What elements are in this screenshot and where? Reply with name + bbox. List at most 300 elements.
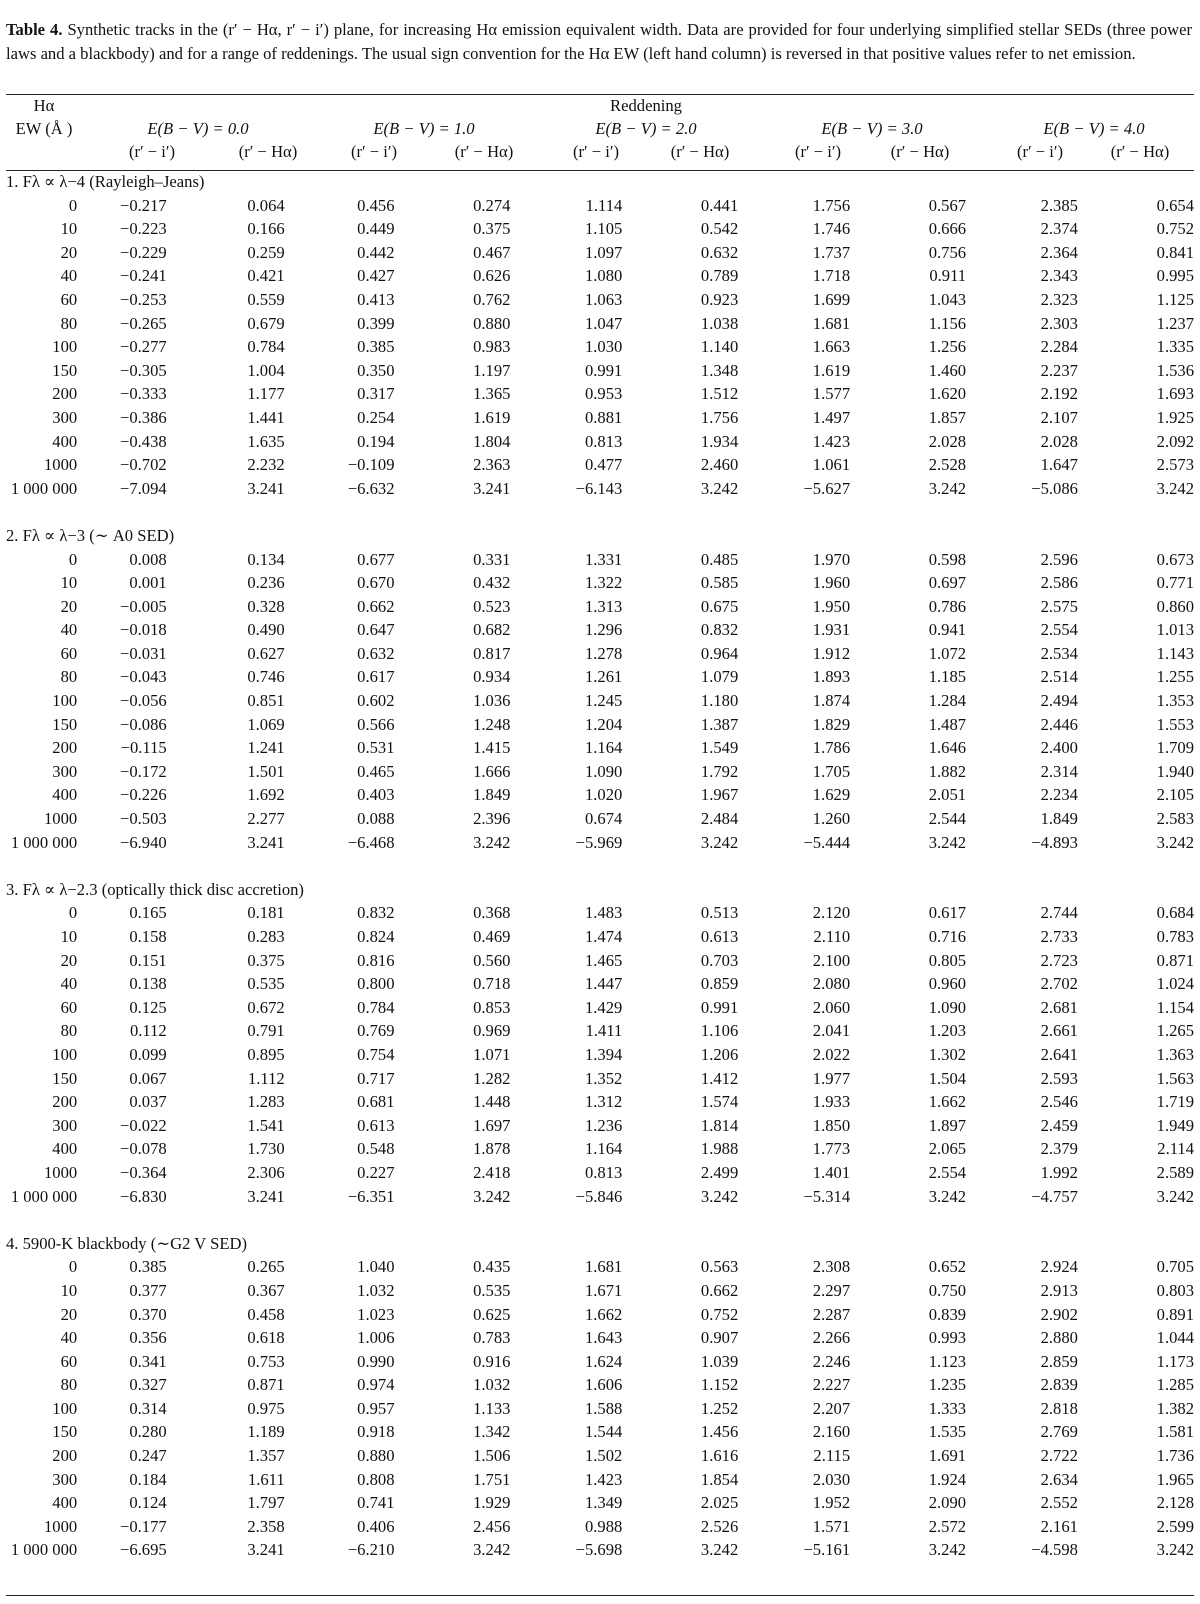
value-cell: 1.030 [584,337,623,357]
value-cell: 0.535 [473,1280,511,1300]
value-cell: 0.385 [357,337,395,357]
value-cell: 0.385 [129,1257,167,1277]
value-cell: 2.343 [1040,266,1078,286]
value-cell: 0.265 [247,1257,285,1277]
value-cell: 1.164 [584,738,623,758]
table-row [6,1303,1194,1327]
ew-cell: 0 [68,549,78,569]
value-cell: 0.786 [928,596,967,616]
value-cell: 2.297 [812,1280,851,1300]
col-header-rha: (r′ − Hα) [890,142,950,161]
value-cell: 0.969 [473,1021,511,1041]
ew-cell: 40 [60,974,78,994]
value-cell: 1.189 [247,1422,285,1442]
value-cell: 1.080 [584,266,623,286]
reddening-header: Reddening [610,96,682,115]
value-cell: 1.746 [812,219,851,239]
value-cell: −0.031 [119,643,167,663]
value-cell: 0.753 [247,1351,285,1371]
value-cell: 0.677 [357,549,395,569]
value-cell: 1.023 [357,1304,395,1324]
value-cell: 1.456 [700,1422,739,1442]
value-cell: 0.880 [357,1446,395,1466]
value-cell: 0.566 [357,714,395,734]
value-cell: 0.166 [247,219,285,239]
table-row [6,1326,1194,1350]
value-cell: 1.929 [473,1493,511,1513]
value-cell: −0.223 [119,219,167,239]
table-row [6,335,1194,359]
table-row [6,665,1194,689]
section-title: 4. 5900-K blackbody (∼G2 V SED) [6,1233,247,1253]
table-row [6,689,1194,713]
reddening-group-3: E(B − V) = 3.0 [821,119,923,138]
value-cell: 1.620 [928,384,967,404]
value-cell: 2.110 [813,927,851,946]
value-cell: 1.038 [700,313,739,333]
table-row [6,241,1194,265]
value-cell: 1.619 [473,407,511,427]
value-cell: 1.504 [928,1068,967,1088]
ew-cell: 80 [60,667,78,687]
value-cell: 0.991 [584,360,623,380]
value-cell: 0.800 [357,974,395,994]
value-cell: 1.265 [1156,1021,1194,1041]
value-cell: −0.177 [119,1516,167,1536]
value-cell: 3.242 [1156,1540,1194,1560]
value-cell: 0.832 [357,903,395,923]
section-spacer [6,500,1194,524]
value-cell: 1.152 [700,1375,739,1395]
col-header-ri: (r′ − i′) [350,142,398,161]
value-cell: 0.860 [1156,596,1194,616]
table-row [6,288,1194,312]
value-cell: 2.446 [1040,714,1078,734]
ew-cell: 20 [60,242,78,262]
value-cell: −0.364 [119,1162,167,1182]
table-row [6,1161,1194,1185]
value-cell: 3.242 [473,832,511,852]
value-cell: 0.254 [357,407,395,427]
value-cell: 0.817 [473,643,511,663]
value-cell: 0.341 [129,1351,167,1371]
value-cell: 1.897 [928,1115,967,1135]
table-row [6,382,1194,406]
table-header [6,94,1194,170]
value-cell: 1.125 [1156,289,1194,309]
value-cell: 0.442 [357,242,395,262]
value-cell: 1.465 [584,950,623,970]
value-cell: 1.893 [812,667,851,687]
table-row [6,1373,1194,1397]
value-cell: 1.541 [247,1115,285,1135]
table-row [6,1491,1194,1515]
value-cell: 1.691 [928,1446,967,1466]
value-cell: 0.789 [700,266,739,286]
value-cell: 2.080 [812,974,851,994]
value-cell: 0.632 [700,242,739,262]
value-cell: 1.512 [700,384,739,404]
value-cell: 2.022 [812,1044,851,1064]
value-cell: −4.757 [1031,1186,1078,1206]
table-row [6,548,1194,572]
ew-cell: 400 [52,1139,78,1159]
reddening-group-2: E(B − V) = 2.0 [595,119,697,138]
ew-cell: 20 [60,950,78,970]
value-cell: 2.051 [928,785,967,805]
value-cell: 0.881 [584,407,623,427]
value-cell: 1.699 [812,289,851,309]
value-cell: 0.803 [1156,1280,1194,1300]
value-cell: 0.783 [473,1328,511,1348]
value-cell: 1.206 [700,1044,739,1064]
value-cell: 1.245 [584,691,623,711]
ew-cell: 60 [60,289,78,309]
value-cell: 0.542 [700,219,739,239]
value-cell: 1.043 [928,289,967,309]
value-cell: 0.853 [473,997,511,1017]
value-cell: 0.754 [357,1044,395,1064]
value-cell: 1.197 [473,360,511,380]
value-cell: −7.094 [119,478,167,498]
value-cell: 0.467 [473,242,511,262]
value-cell: 1.348 [700,360,739,380]
table-row [6,1350,1194,1374]
value-cell: 1.719 [1156,1092,1194,1112]
value-cell: 1.544 [584,1422,623,1442]
section-title-row [6,170,1194,194]
table-row [6,1420,1194,1444]
value-cell: −0.438 [119,431,167,451]
value-cell: 0.064 [247,195,285,215]
value-cell: 0.477 [584,455,623,475]
value-cell: 1.646 [928,738,967,758]
value-cell: 1.061 [812,455,851,475]
value-cell: 1.040 [357,1257,395,1277]
value-cell: 2.092 [1156,431,1194,451]
value-cell: 1.357 [247,1446,285,1466]
value-cell: 1.411 [585,1021,623,1041]
value-cell: 0.283 [247,927,285,946]
value-cell: 2.266 [812,1328,851,1348]
value-cell: 1.574 [700,1092,739,1112]
ew-cell: 10 [60,573,78,593]
value-cell: 2.105 [1156,785,1194,805]
value-cell: 0.328 [247,596,285,616]
value-cell: 1.283 [247,1092,285,1112]
ew-cell: 200 [52,384,78,404]
value-cell: 0.125 [129,997,167,1017]
value-cell: 1.143 [1156,643,1194,663]
value-cell: 2.041 [812,1021,851,1041]
value-cell: 2.237 [1040,360,1078,380]
value-cell: 1.792 [700,761,739,781]
value-cell: 1.429 [584,997,623,1017]
value-cell: 0.368 [473,903,511,923]
table-row [6,1538,1194,1562]
value-cell: −0.022 [119,1115,167,1135]
value-cell: 0.037 [129,1092,167,1112]
value-cell: 2.554 [1040,620,1078,640]
value-cell: 0.548 [357,1139,395,1159]
value-cell: 3.242 [700,832,739,852]
value-cell: 0.750 [928,1280,967,1300]
value-cell: 1.312 [584,1092,623,1112]
value-cell: 0.916 [473,1351,511,1371]
value-cell: 0.674 [584,809,623,829]
value-cell: 2.358 [247,1516,285,1536]
value-cell: 2.100 [812,950,851,970]
value-cell: 1.156 [928,313,967,333]
col-header-rha: (r′ − Hα) [454,142,514,161]
value-cell: 0.813 [584,431,623,451]
value-cell: 0.327 [129,1375,167,1395]
value-cell: 0.816 [357,950,395,970]
value-cell: 2.287 [812,1304,851,1324]
value-cell: 0.513 [700,903,739,923]
value-cell: 2.192 [1040,384,1078,404]
table-row [6,1515,1194,1539]
value-cell: 1.535 [928,1422,967,1442]
value-cell: 0.824 [357,927,395,946]
value-cell: 0.871 [1156,950,1194,970]
ew-cell: 80 [60,1021,78,1041]
value-cell: −4.598 [1031,1540,1078,1560]
value-cell: 1.387 [700,714,739,734]
value-cell: 1.616 [700,1446,739,1466]
ew-cell: 1 000 000 [10,1186,78,1206]
value-cell: 0.752 [1156,219,1194,239]
value-cell: 0.923 [700,289,739,309]
value-cell: 1.756 [812,195,851,215]
value-cell: 1.960 [812,573,851,593]
value-cell: 1.401 [812,1162,851,1182]
value-cell: 3.242 [700,1540,739,1560]
value-cell: 1.751 [473,1469,511,1489]
value-cell: 2.028 [928,431,967,451]
value-cell: −0.217 [119,195,167,215]
value-cell: −6.632 [347,478,395,498]
value-cell: 2.460 [700,455,739,475]
value-cell: −5.161 [803,1540,851,1560]
value-cell: −0.115 [120,738,167,758]
value-cell: 1.236 [584,1115,623,1135]
value-cell: 2.128 [1156,1493,1194,1513]
value-cell: 1.773 [812,1139,851,1159]
value-cell: 2.314 [1040,761,1078,781]
value-cell: 1.331 [584,549,623,569]
value-cell: 0.752 [700,1304,739,1324]
value-cell: 1.577 [812,384,851,404]
value-cell: 1.829 [812,714,851,734]
value-cell: 1.278 [584,643,623,663]
value-cell: −6.830 [119,1186,167,1206]
ew-cell: 20 [60,596,78,616]
value-cell: 0.632 [357,643,395,663]
value-cell: 0.485 [700,549,739,569]
section-title-row [6,878,1194,902]
value-cell: 1.112 [247,1068,285,1088]
value-cell: 2.494 [1040,691,1078,711]
value-cell: 1.203 [928,1021,967,1041]
table-row [6,1019,1194,1043]
value-cell: 0.703 [700,950,739,970]
table-row [6,477,1194,501]
value-cell: 1.105 [584,219,623,239]
value-cell: 0.427 [357,266,395,286]
value-cell: 1.949 [1156,1115,1194,1135]
value-cell: 0.280 [129,1422,167,1442]
value-cell: 1.447 [584,974,623,994]
value-cell: 1.563 [1156,1068,1194,1088]
table-row [6,1114,1194,1138]
value-cell: 1.736 [1156,1446,1194,1466]
col-header-ri: (r′ − i′) [572,142,620,161]
ew-cell: 400 [52,1493,78,1513]
value-cell: 1.072 [928,643,967,663]
value-cell: −0.229 [119,242,167,262]
value-cell: 1.967 [700,785,739,805]
value-cell: 0.567 [928,195,967,215]
value-cell: 1.854 [700,1469,739,1489]
value-cell: 0.647 [357,620,395,640]
value-cell: −0.226 [119,785,167,805]
col-header-ri: (r′ − i′) [1016,142,1064,161]
value-cell: 2.308 [812,1257,851,1277]
value-cell: 0.895 [247,1044,285,1064]
ew-cell: 10 [60,927,78,946]
value-cell: 0.679 [247,313,285,333]
value-cell: 2.575 [1040,596,1078,616]
value-cell: 1.302 [928,1044,967,1064]
value-cell: 1.079 [700,667,739,687]
value-cell: 0.598 [928,549,967,569]
value-cell: 0.563 [700,1257,739,1277]
value-cell: 1.497 [812,407,851,427]
value-cell: 0.617 [357,667,395,687]
value-cell: 0.350 [357,360,395,380]
value-cell: −0.056 [119,691,167,711]
value-cell: 1.931 [812,620,851,640]
value-cell: 0.165 [129,903,167,923]
value-cell: 1.284 [928,691,967,711]
table-row [6,194,1194,218]
value-cell: 2.593 [1040,1068,1078,1088]
ew-cell: 150 [52,714,78,734]
value-cell: 1.804 [473,431,511,451]
value-cell: 1.394 [584,1044,623,1064]
value-cell: 2.028 [1040,431,1078,451]
value-cell: 1.663 [812,337,851,357]
value-cell: 0.652 [928,1257,967,1277]
value-cell: 0.274 [473,195,511,215]
value-cell: 1.248 [473,714,511,734]
value-cell: 2.859 [1040,1351,1078,1371]
value-cell: 0.756 [928,242,967,262]
value-cell: 2.277 [247,809,285,829]
value-cell: 1.044 [1156,1328,1194,1348]
value-cell: 0.314 [129,1398,167,1418]
value-cell: 0.762 [473,289,511,309]
value-cell: 1.487 [928,714,967,734]
value-cell: 0.746 [247,667,285,687]
value-cell: 0.681 [357,1092,395,1112]
value-cell: 0.158 [129,927,167,946]
value-cell: −0.702 [119,455,167,475]
value-cell: 1.047 [584,313,623,333]
value-cell: 0.627 [247,643,285,663]
value-cell: 2.161 [1040,1516,1078,1536]
value-cell: −6.143 [575,478,623,498]
value-cell: 2.234 [1040,785,1078,805]
value-cell: 1.588 [584,1398,623,1418]
value-cell: 1.441 [247,407,285,427]
value-cell: 2.207 [812,1398,851,1418]
value-cell: 0.718 [473,974,511,994]
value-cell: −0.503 [119,809,167,829]
value-cell: 0.993 [928,1328,967,1348]
table-caption [6,0,1192,66]
value-cell: 2.552 [1040,1493,1078,1513]
ew-cell: 0 [68,903,78,923]
value-cell: 1.423 [584,1469,623,1489]
value-cell: 2.573 [1156,455,1194,475]
value-cell: 1.693 [1156,384,1194,404]
value-cell: 3.242 [928,832,967,852]
ew-cell: 1 000 000 [10,832,78,852]
value-cell: 0.813 [584,1162,623,1182]
value-cell: 1.965 [1156,1469,1194,1489]
value-cell: 2.924 [1040,1257,1078,1277]
table-row [6,807,1194,831]
value-cell: 0.859 [700,974,739,994]
value-cell: 1.349 [584,1493,623,1513]
value-cell: 0.783 [1156,927,1194,946]
ew-cell: 1000 [44,809,78,829]
value-cell: 2.554 [928,1162,967,1182]
ew-cell: 100 [52,1398,78,1418]
value-cell: 0.181 [247,903,285,923]
value-cell: 1.536 [1156,360,1194,380]
ew-cell: 1000 [44,455,78,475]
value-cell: 0.717 [357,1068,395,1088]
value-cell: 1.154 [1156,997,1194,1017]
value-cell: 0.654 [1156,195,1194,215]
value-cell: 1.850 [812,1115,851,1135]
value-cell: 1.629 [812,785,851,805]
value-cell: 1.180 [700,691,739,711]
ew-cell: 300 [52,1469,78,1489]
value-cell: −0.241 [119,266,167,286]
value-cell: 0.134 [247,549,285,569]
value-cell: 0.535 [247,974,285,994]
value-cell: 0.585 [700,573,739,593]
value-cell: 0.138 [129,974,167,994]
value-cell: 0.964 [700,643,739,663]
value-cell: −6.940 [119,832,167,852]
value-cell: 1.261 [584,667,623,687]
value-cell: 2.599 [1156,1516,1194,1536]
value-cell: 2.681 [1040,997,1078,1017]
value-cell: 1.352 [584,1068,623,1088]
table-row [6,1137,1194,1161]
value-cell: −6.695 [119,1540,167,1560]
value-cell: 0.871 [247,1375,285,1395]
ew-cell: 200 [52,738,78,758]
value-cell: 0.957 [357,1398,395,1418]
ew-cell: 400 [52,431,78,451]
value-cell: 0.983 [473,337,511,357]
